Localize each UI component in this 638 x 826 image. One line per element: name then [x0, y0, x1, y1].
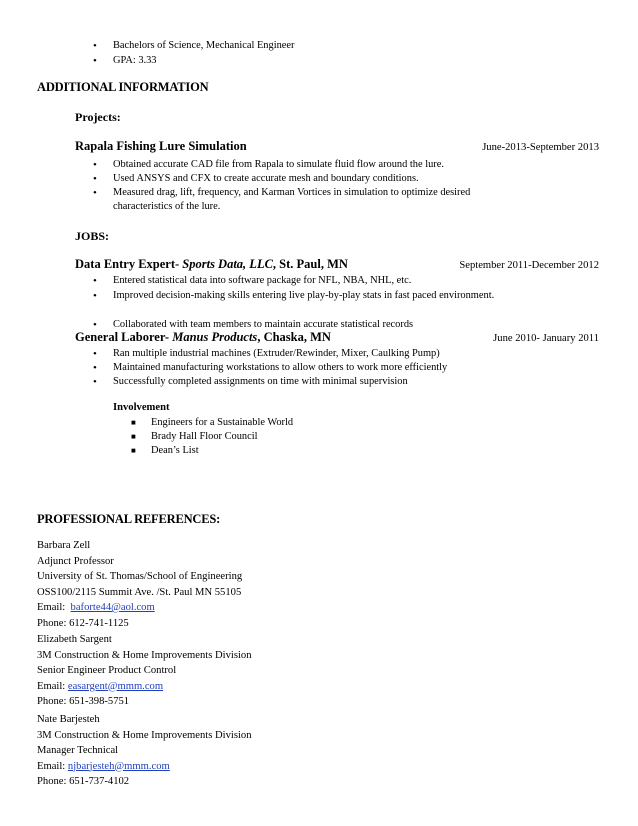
- bullet-icon: •: [93, 275, 97, 287]
- reference-org: University of St. Thomas/School of Engineering: [37, 571, 243, 582]
- project-date: June-2013-September 2013: [482, 142, 599, 153]
- reference-title: Adjunct Professor: [37, 555, 114, 567]
- reference-email-line: [37, 679, 252, 695]
- project-title: Rapala Fishing Lure Simulation: [75, 139, 247, 153]
- job-title: [75, 330, 331, 345]
- square-bullet-icon: ■: [131, 418, 136, 427]
- job-location: , Chaska, MN: [257, 330, 331, 344]
- reference-name: Nate Barjesteh: [37, 714, 100, 725]
- reference-entry: [37, 712, 252, 790]
- job-bullet-text: Collaborated with team members to maintain accurate statistical records: [113, 319, 414, 330]
- education-gpa: GPA: 3.33: [113, 55, 157, 66]
- email-link[interactable]: baforte44@aol.com: [70, 602, 155, 613]
- bullet-icon: •: [93, 40, 97, 52]
- job-company: Manus Products: [172, 330, 258, 344]
- bullet-icon: •: [93, 290, 97, 302]
- job-bullet-text: Maintained manufacturing workstations to allow others to work more efficiently: [113, 362, 448, 373]
- involvement-label: Involvement: [113, 402, 170, 413]
- additional-info-heading: ADDITIONAL INFORMATION: [37, 80, 209, 94]
- email-label: Email:: [37, 680, 66, 692]
- reference-title: Manager Technical: [37, 745, 119, 756]
- bullet-icon: •: [93, 348, 97, 360]
- job-bullet-text: Successfully completed assignments on time with minimal supervision: [113, 376, 408, 387]
- email-link[interactable]: njbarjesteh@mmm.com: [67, 760, 170, 772]
- project-bullet-text: Obtained accurate CAD file from Rapala to simulate fluid flow around the lure.: [113, 159, 444, 170]
- email-label: Email:: [37, 602, 66, 613]
- reference-org: 3M Construction & Home Improvements Division: [37, 729, 252, 741]
- project-bullet-text: characteristics of the lure.: [113, 201, 221, 212]
- email-label: Email:: [37, 760, 66, 772]
- job-company: Sports Data, LLC: [182, 257, 273, 271]
- jobs-label: JOBS:: [75, 229, 110, 243]
- reference-name: Barbara Zell: [37, 540, 91, 551]
- reference-name: Elizabeth Sargent: [37, 634, 112, 645]
- education-degree: Bachelors of Science, Mechanical Engineer: [113, 40, 295, 51]
- bullet-icon: •: [93, 376, 97, 388]
- involvement-item: Engineers for a Sustainable World: [151, 417, 294, 428]
- reference-phone: Phone: 612-741-1125: [37, 617, 129, 629]
- job-date: September 2011-December 2012: [459, 260, 599, 271]
- reference-entry: [37, 538, 242, 631]
- job-date: June 2010- January 2011: [493, 333, 599, 344]
- involvement-item: Dean’s List: [151, 445, 199, 456]
- square-bullet-icon: ■: [131, 446, 136, 455]
- bullet-icon: •: [93, 362, 97, 374]
- project-bullet-text: Measured drag, lift, frequency, and Karman Vortices in simulation to optimize desired: [113, 187, 471, 198]
- bullet-icon: •: [93, 55, 97, 67]
- reference-phone: Phone: 651-398-5751: [37, 696, 130, 707]
- job-bullet-text: Ran multiple industrial machines (Extruder/Rewinder, Mixer, Caulking Pump): [113, 348, 440, 359]
- job-role: General Laborer-: [75, 330, 170, 344]
- project-bullet-text: Used ANSYS and CFX to create accurate mesh and boundary conditions.: [113, 173, 419, 184]
- involvement-item: Brady Hall Floor Council: [151, 431, 258, 442]
- reference-phone: Phone: 651-737-4102: [37, 776, 130, 787]
- job-bullet-text: Improved decision-making skills entering live play-by-play stats in fast paced environment.: [113, 290, 495, 301]
- reference-address: OSS100/2115 Summit Ave. /St. Paul MN 55105: [37, 586, 242, 598]
- email-link[interactable]: easargent@mmm.com: [67, 680, 164, 692]
- bullet-icon: •: [93, 159, 97, 171]
- bullet-icon: •: [93, 319, 97, 331]
- projects-label: Projects:: [75, 110, 121, 124]
- reference-email-line: [37, 600, 242, 616]
- bullet-icon: •: [93, 187, 97, 199]
- reference-email-line: [37, 759, 252, 775]
- references-heading: PROFESSIONAL REFERENCES:: [37, 512, 221, 526]
- job-role: Data Entry Expert-: [75, 257, 180, 271]
- bullet-icon: •: [93, 173, 97, 185]
- square-bullet-icon: ■: [131, 432, 136, 441]
- reference-entry: [37, 632, 252, 710]
- reference-title: Senior Engineer Product Control: [37, 665, 177, 676]
- reference-org: 3M Construction & Home Improvements Division: [37, 649, 252, 661]
- job-title: [75, 257, 348, 272]
- job-location: , St. Paul, MN: [272, 257, 348, 271]
- job-bullet-text: Entered statistical data into software package for NFL, NBA, NHL, etc.: [113, 275, 412, 286]
